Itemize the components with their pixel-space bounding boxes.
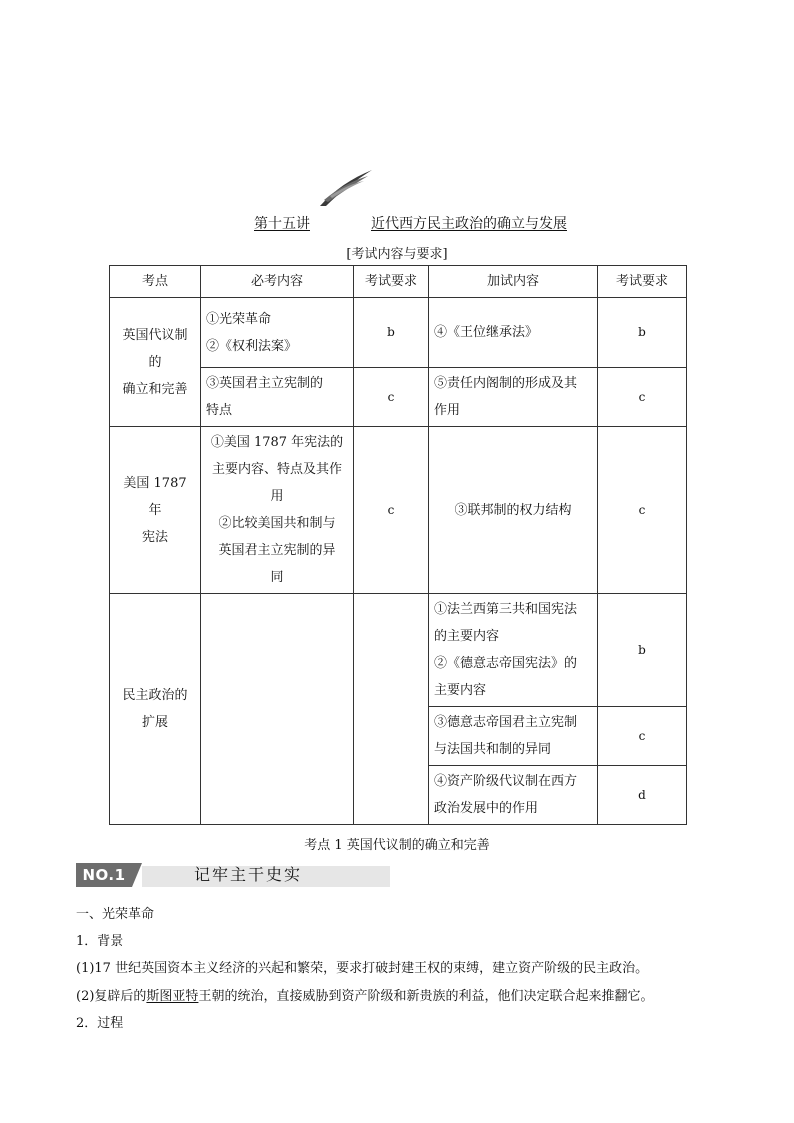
table-row bbox=[110, 427, 687, 594]
required-content-cell: ①美国 1787 年宪法的 主要内容、特点及其作 用 ②比较美国共和制与 英国君主立宪制的异 同 bbox=[201, 427, 354, 594]
swoosh-logo-icon bbox=[318, 168, 374, 208]
level-cell: b bbox=[354, 298, 429, 368]
section-heading: 考点 1 英国代议制的确立和完善 bbox=[304, 838, 490, 853]
required-content-cell: ③英国君主立宪制的 特点 bbox=[201, 368, 354, 427]
banner-title: 记牢主干史实 bbox=[194, 865, 303, 884]
level-cell: d bbox=[598, 766, 687, 825]
level-cell: c bbox=[598, 707, 687, 766]
no1-badge: NO.1 bbox=[76, 863, 132, 887]
table-row bbox=[110, 298, 687, 368]
level-cell: c bbox=[598, 427, 687, 594]
level-cell: b bbox=[598, 298, 687, 368]
heading-background: 1．背景 bbox=[76, 934, 124, 949]
table-row bbox=[110, 594, 687, 707]
exam-requirements-subtitle: [考试内容与要求] bbox=[346, 247, 448, 262]
lecture-number: 第十五讲 bbox=[254, 216, 310, 232]
extra-content-cell: ⑤责任内阁制的形成及其 作用 bbox=[429, 368, 598, 427]
lecture-title-row bbox=[0, 213, 794, 233]
extra-content-cell: ④资产阶级代议制在西方 政治发展中的作用 bbox=[429, 766, 598, 825]
header-extra-level: 考试要求 bbox=[598, 266, 687, 298]
level-cell: c bbox=[354, 368, 429, 427]
extra-content-cell: ③德意志帝国君主立宪制 与法国共和制的异同 bbox=[429, 707, 598, 766]
level-cell-empty bbox=[354, 594, 429, 825]
topic-cell: 美国 1787 年 宪法 bbox=[110, 427, 201, 594]
topic-cell: 英国代议制 的 确立和完善 bbox=[110, 298, 201, 427]
paragraph-1: (1)17 世纪英国资本主义经济的兴起和繁荣，要求打破封建王权的束缚，建立资产阶级的民主政治。 bbox=[76, 961, 649, 976]
header-required-level: 考试要求 bbox=[354, 266, 429, 298]
badge-notch-icon bbox=[132, 863, 142, 887]
required-content-cell: ①光荣革命 ②《权利法案》 bbox=[201, 298, 354, 368]
stuart-dynasty-term: 斯图亚特 bbox=[146, 989, 199, 1004]
header-topic: 考点 bbox=[110, 266, 201, 298]
level-cell: b bbox=[598, 594, 687, 707]
extra-content-cell: ③联邦制的权力结构 bbox=[429, 427, 598, 594]
header-extra-content: 加试内容 bbox=[429, 266, 598, 298]
heading-glorious-revolution: 一、光荣革命 bbox=[76, 907, 155, 922]
exam-requirements-table bbox=[109, 265, 687, 825]
header-required-content: 必考内容 bbox=[201, 266, 354, 298]
required-content-cell-empty bbox=[201, 594, 354, 825]
level-cell: c bbox=[354, 427, 429, 594]
lecture-title: 近代西方民主政治的确立与发展 bbox=[371, 216, 567, 232]
topic-cell: 民主政治的 扩展 bbox=[110, 594, 201, 825]
level-cell: c bbox=[598, 368, 687, 427]
paragraph-2: (2)复辟后的斯图亚特王朝的统治，直接威胁到资产阶级和新贵族的利益，他们决定联合起来推翻它。 bbox=[76, 989, 654, 1004]
extra-content-cell: ①法兰西第三共和国宪法 的主要内容 ②《德意志帝国宪法》的 主要内容 bbox=[429, 594, 598, 707]
heading-process: 2．过程 bbox=[76, 1016, 124, 1031]
table-header-row bbox=[110, 266, 687, 298]
extra-content-cell: ④《王位继承法》 bbox=[429, 298, 598, 368]
no1-banner bbox=[76, 863, 390, 887]
